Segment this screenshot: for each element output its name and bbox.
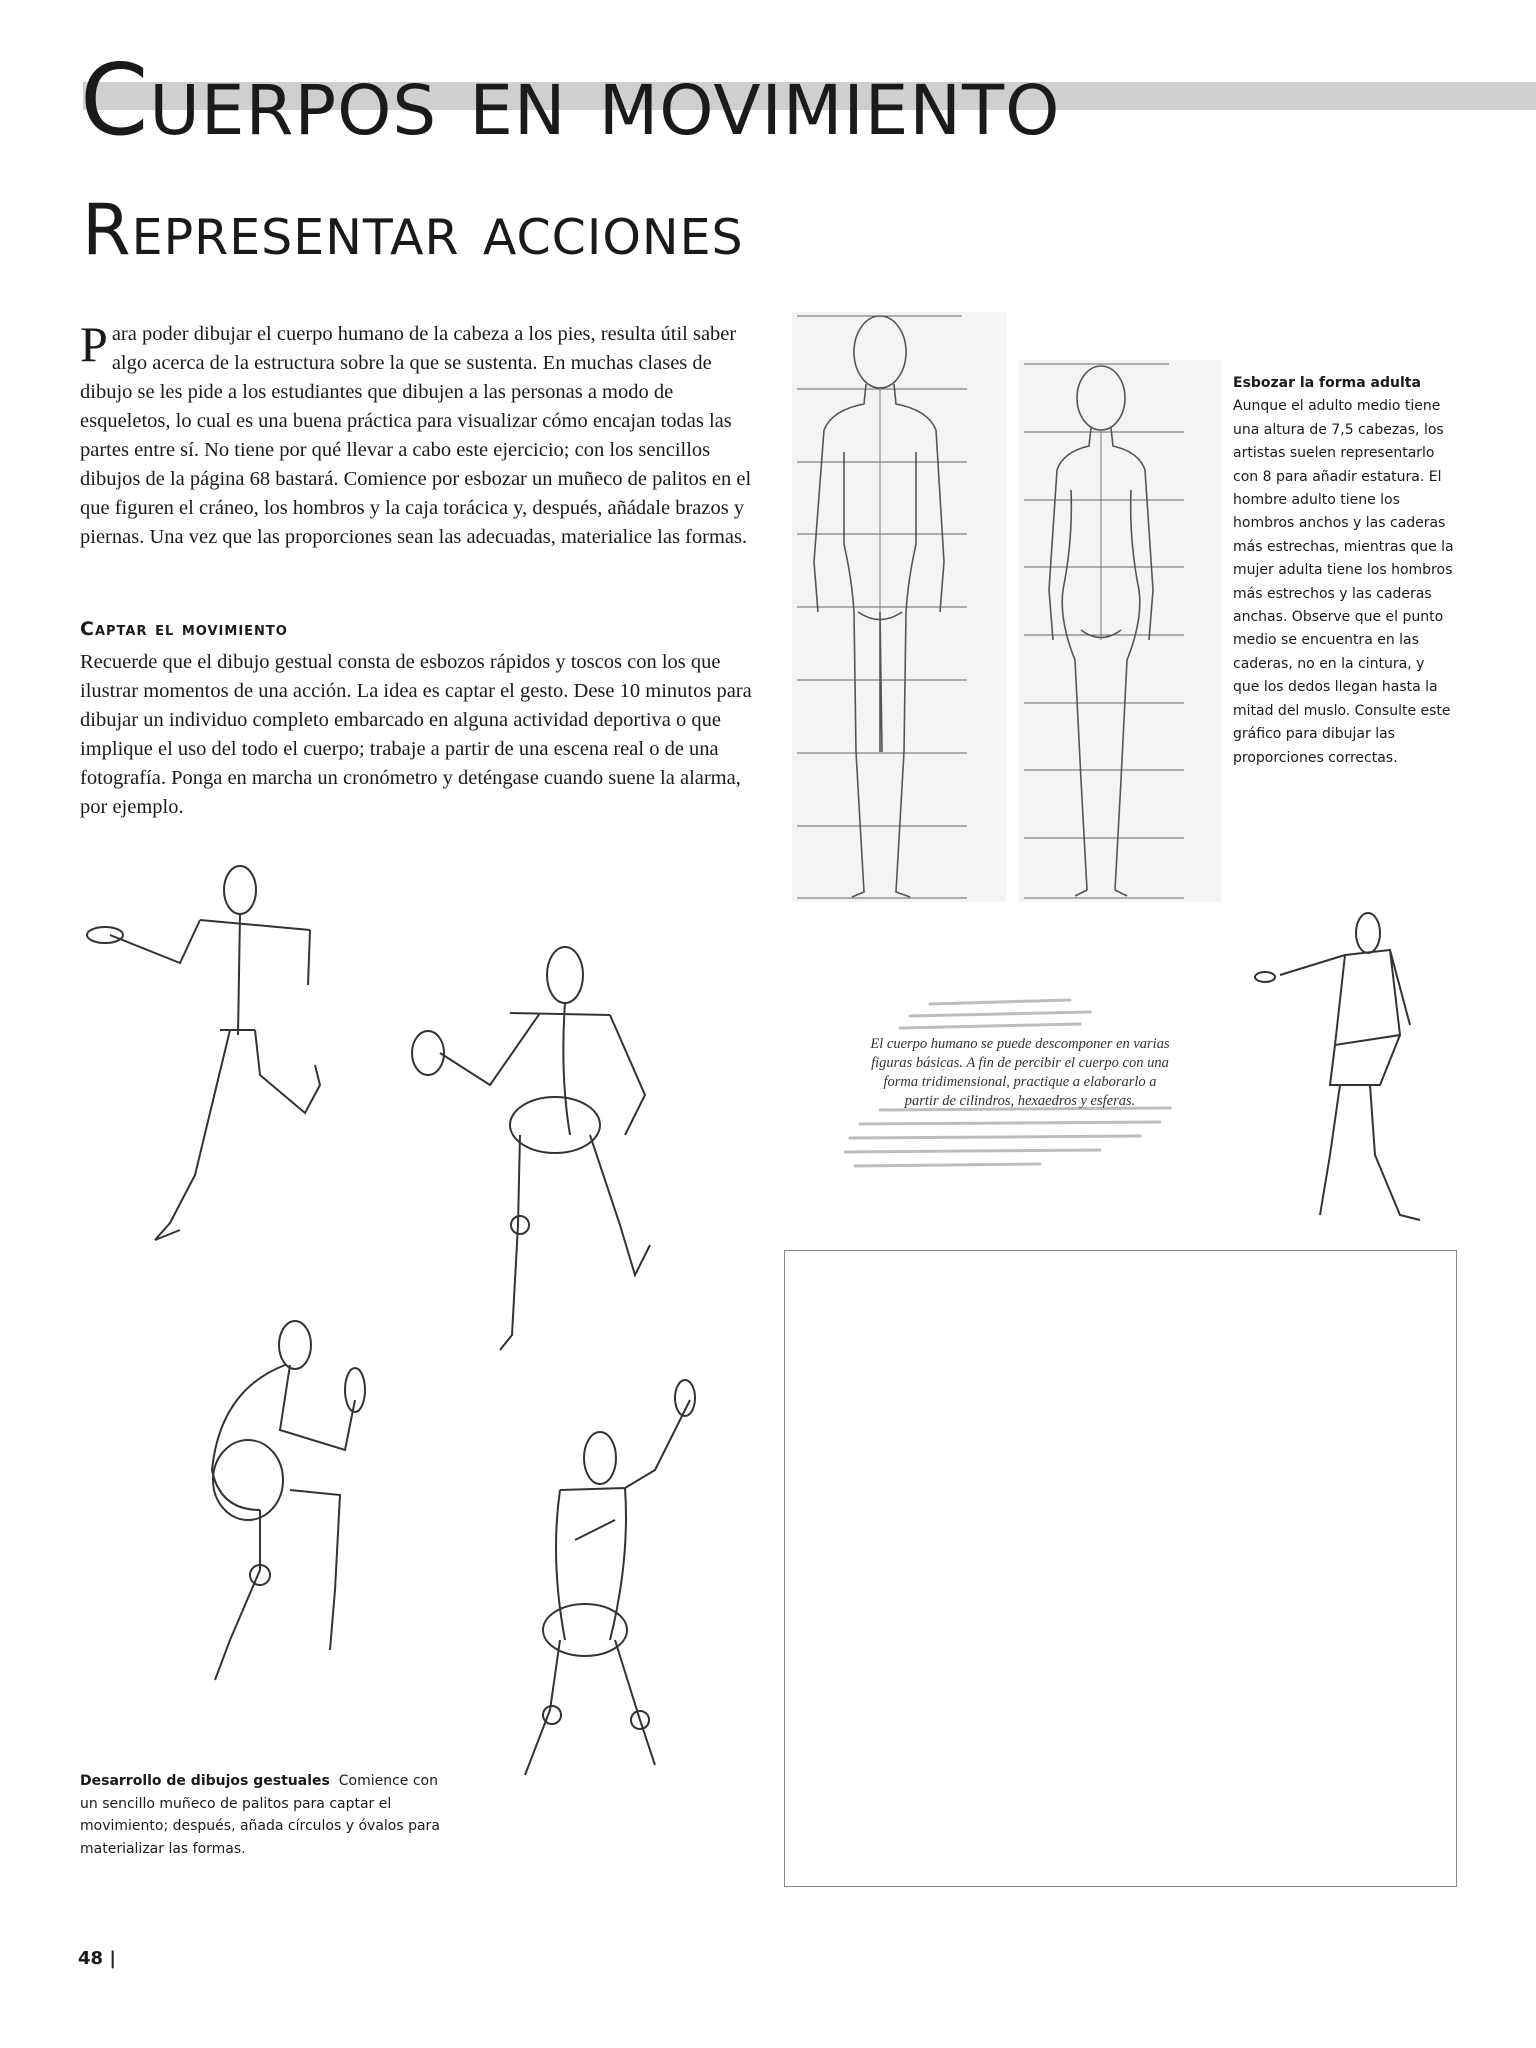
proportions-caption-text: Aunque el adulto medio tiene una altura de 7,5 cabezas, los artistas suelen representarlo con 8 para añadir estatura. El hombre adulto tiene los hombros anchos y las caderas más estrechas, mientras que la mujer adulta tiene los hombros más estrechos y las caderas anchas. Observe que el punto medio se encuentra en las caderas, no en la cintura, y que los dedos llegan hasta la mitad del muslo. Consulte este gráfico para dibujar las proporciones correctas. <box>1233 398 1454 766</box>
gesture-boxy-figure <box>1260 905 1430 1235</box>
section-heading: Captar el movimiento <box>80 618 288 640</box>
drop-cap: P <box>80 316 108 372</box>
gesture-caption-text: Comience con un sencillo muñeco de palitos para captar el movimiento; después, añada círculos y óvalos para materializar las formas. <box>80 1773 440 1857</box>
gesture-caption-title: Desarrollo de dibujos gestuales <box>80 1773 330 1789</box>
male-figure-drawing <box>792 312 1006 902</box>
gesture-jumping-figure <box>190 1310 400 1700</box>
intro-paragraph <box>80 316 760 552</box>
section-body: Recuerde que el dibujo gestual consta de esbozos rápidos y toscos con los que ilustrar momentos de una acción. La idea es captar el gesto. Dese 10 minutos para dibujar un individuo completo embarcado en alguna actividad deportiva o que implique el uso del todo el cuerpo; trabaje a partir de una escena real o de una fotografía. Ponga en marcha un cronómetro y deténgase cuando suene la alarma, por ejemplo. <box>80 651 752 818</box>
page-subtitle: Representar acciones <box>82 189 744 271</box>
proportions-caption-title: Esbozar la forma adulta <box>1233 375 1421 391</box>
gesture-reaching-figure <box>480 1380 700 1780</box>
gesture-stick-figure <box>80 845 350 1245</box>
gesture-running-figure <box>400 935 670 1355</box>
page-number: 48 | <box>78 1948 116 1969</box>
practice-box <box>784 1250 1457 1887</box>
shapes-note: El cuerpo humano se puede descomponer en varias figuras básicas. A fin de percibir el cuerpo con una forma tridimensional, practique a elaborarlo a partir de cilindros, hexaedros y esferas. <box>870 1036 1170 1109</box>
intro-text: ara poder dibujar el cuerpo humano de la cabeza a los pies, resulta útil saber algo acerca de la estructura sobre la que se sustenta. En muchas clases de dibujo se les pide a los estudiantes que dibujen a las personas a modo de esqueletos, lo cual es una buena práctica para visualizar cómo encajan todas las partes entre sí. No tiene por qué llevar a cabo este ejercicio; con los sencillos dibujos de la página 68 bastará. Comience por esbozar un muñeco de palitos en el que figuren el cráneo, los hombros y la caja torácica y, después, añádale brazos y piernas. Una vez que las proporciones sean las adecuadas, materialice las formas. <box>80 323 752 548</box>
gesture-caption <box>80 1770 440 1860</box>
female-figure-drawing <box>1019 360 1221 902</box>
proportions-caption <box>1233 372 1455 770</box>
page-title: Cuerpos en movimiento <box>80 44 1061 158</box>
